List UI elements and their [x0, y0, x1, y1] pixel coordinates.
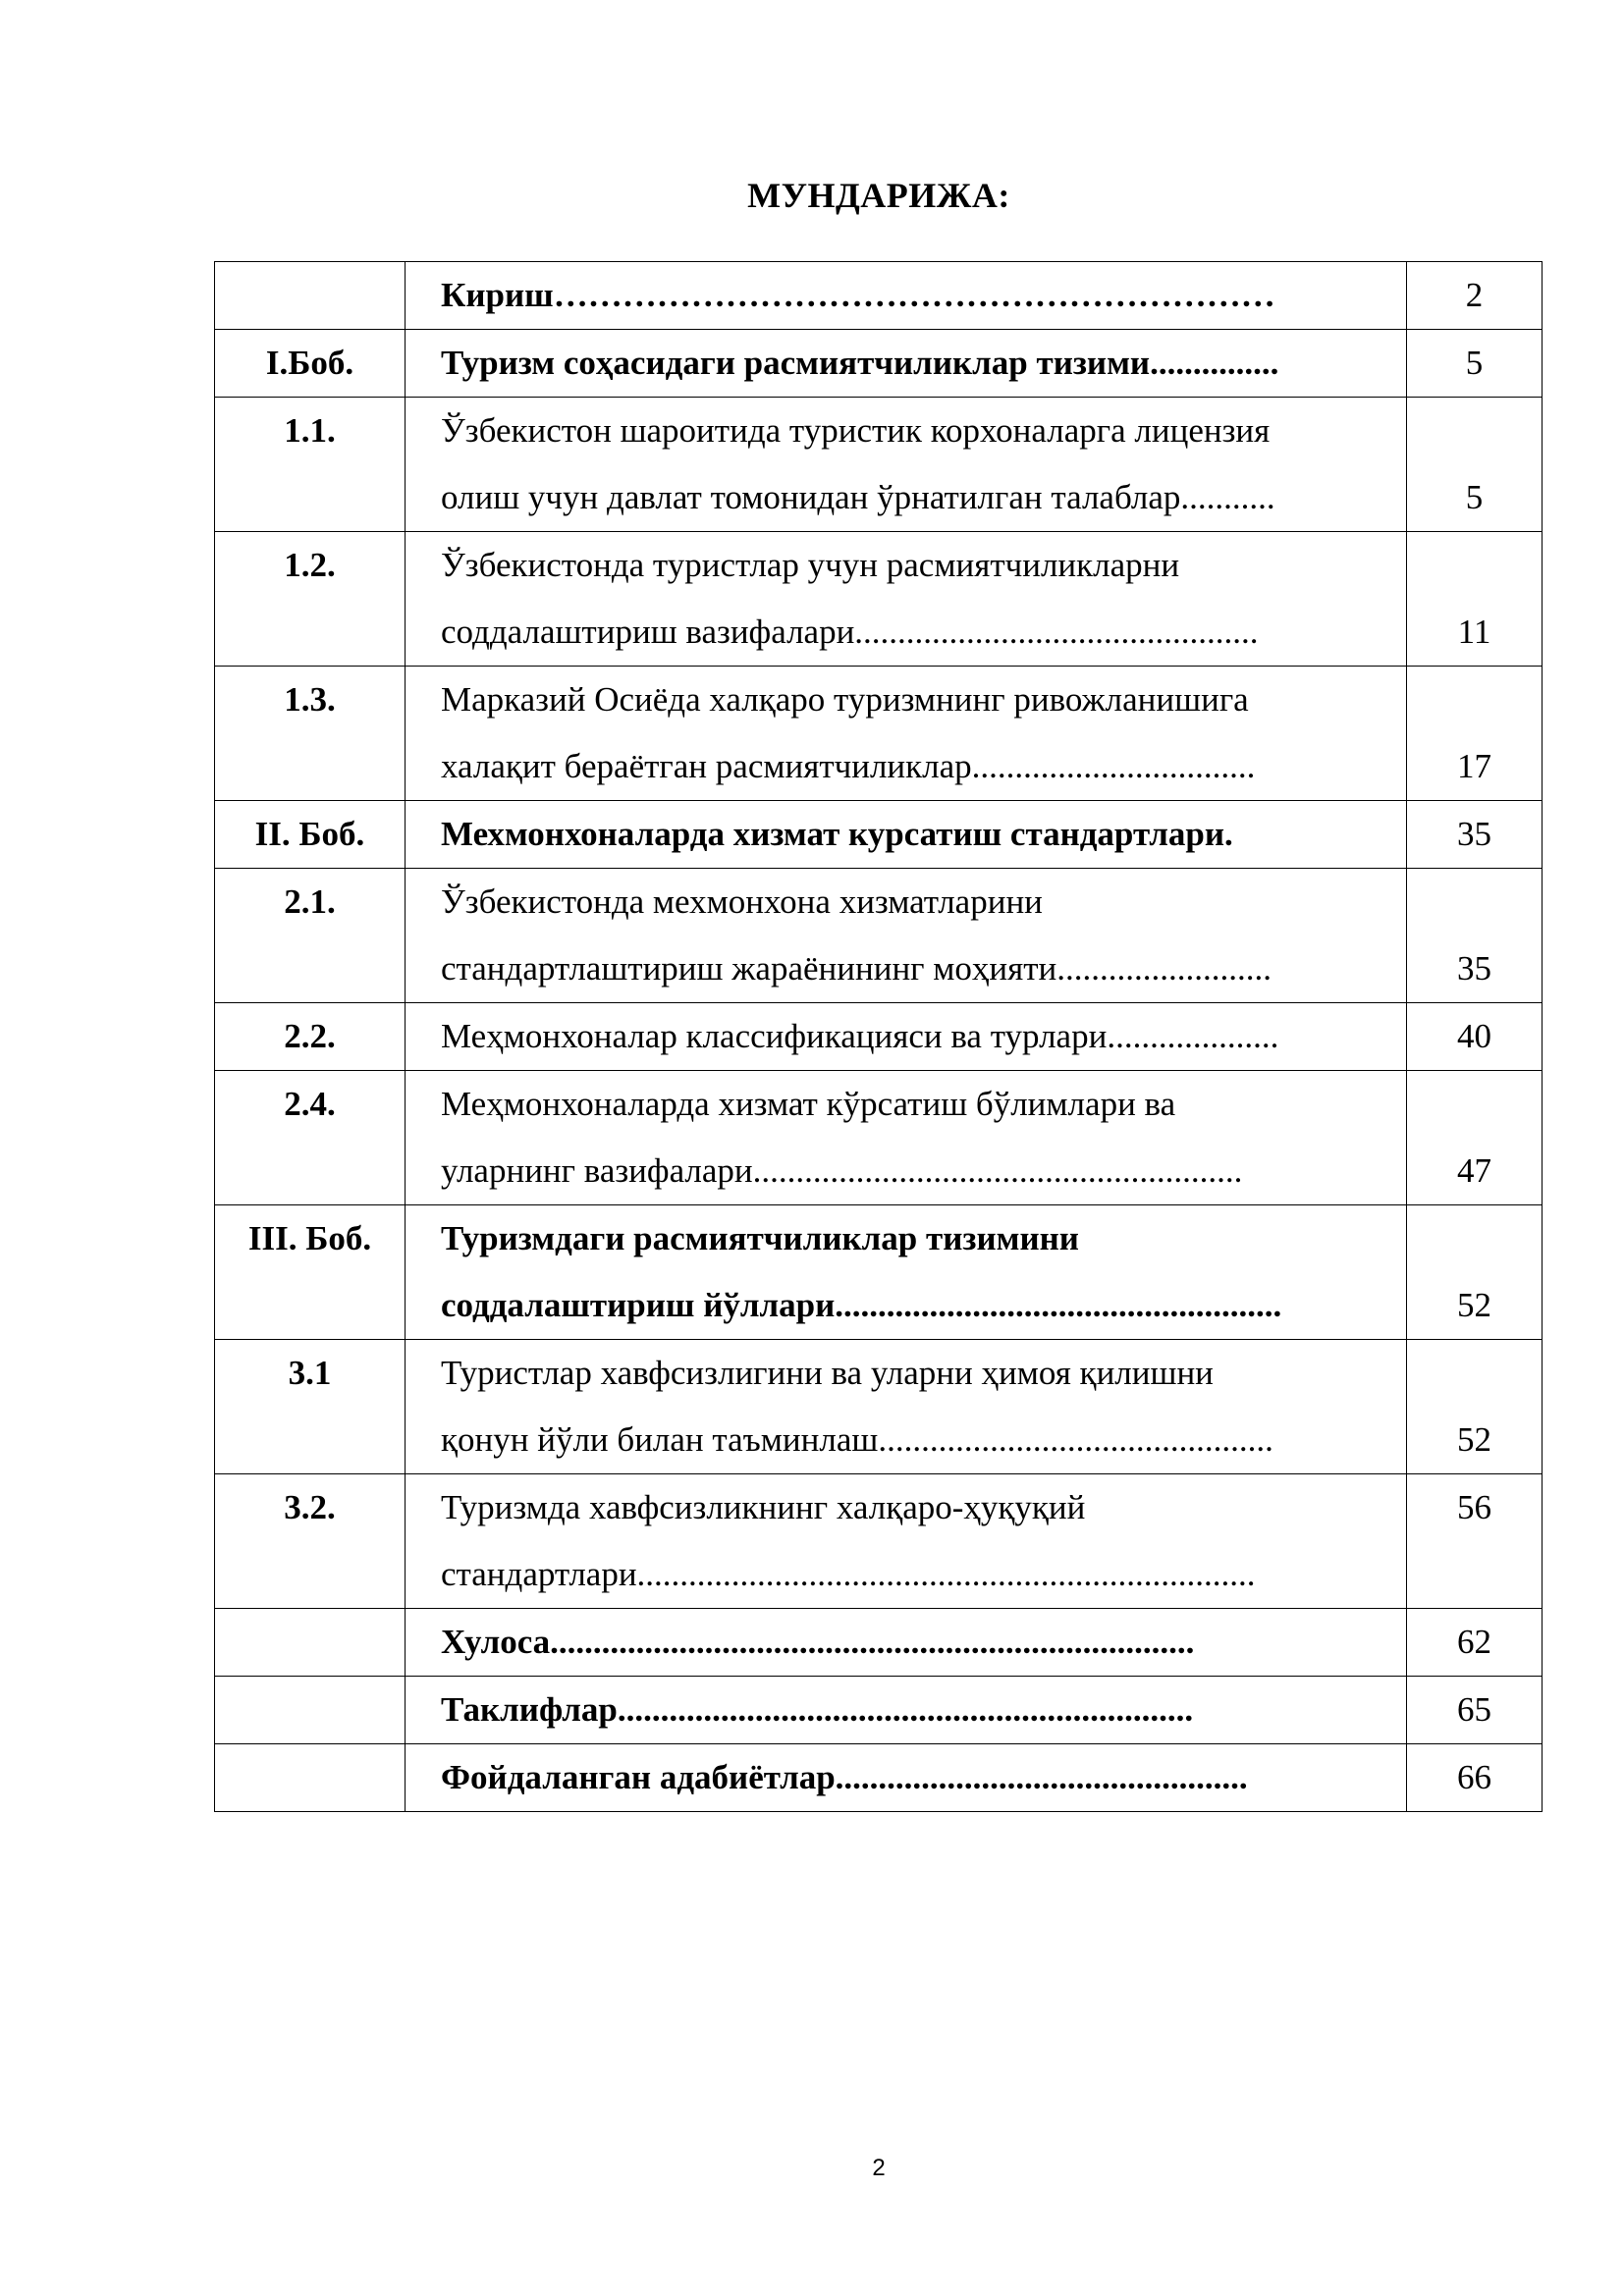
toc-section-number: 2.4. — [215, 1071, 406, 1205]
toc-title-line: соддалаштириш вазифалари............................................... — [441, 613, 1259, 651]
toc-title-line: стандартлаштириш жараёнининг моҳияти......................... — [441, 949, 1272, 988]
toc-section-title — [406, 1205, 1407, 1340]
toc-row — [215, 667, 1543, 801]
toc-section-number: 3.2. — [215, 1474, 406, 1609]
toc-section-number: I.Боб. — [215, 330, 406, 398]
toc-title-line: уларнинг вазифалари......................................................... — [441, 1151, 1243, 1190]
table-of-contents — [214, 261, 1543, 1812]
toc-row — [215, 1003, 1543, 1071]
toc-title-line: Фойдаланган адабиётлар................................................ — [441, 1758, 1248, 1796]
toc-title-line: Ўзбекистонда туристлар учун расмиятчиликларни — [441, 546, 1180, 584]
toc-page-number: 52 — [1407, 1205, 1543, 1340]
toc-page-number: 65 — [1407, 1677, 1543, 1744]
toc-row — [215, 869, 1543, 1003]
toc-page-number: 11 — [1407, 532, 1543, 667]
toc-section-title — [406, 1744, 1407, 1812]
toc-section-title — [406, 801, 1407, 869]
toc-section-title — [406, 330, 1407, 398]
toc-row — [215, 398, 1543, 532]
toc-section-title — [406, 667, 1407, 801]
toc-section-number: 3.1 — [215, 1340, 406, 1474]
toc-page-number: 62 — [1407, 1609, 1543, 1677]
toc-section-title — [406, 1071, 1407, 1205]
toc-section-title — [406, 398, 1407, 532]
toc-row — [215, 801, 1543, 869]
toc-page-number: 17 — [1407, 667, 1543, 801]
toc-row — [215, 1744, 1543, 1812]
footer-page-number: 2 — [872, 2155, 886, 2181]
toc-title-line: Ўзбекистон шароитида туристик корхоналарга лицензия — [441, 411, 1271, 450]
toc-section-number: 2.2. — [215, 1003, 406, 1071]
toc-section-title — [406, 1340, 1407, 1474]
toc-page-number: 40 — [1407, 1003, 1543, 1071]
toc-row — [215, 262, 1543, 330]
toc-section-number: 1.2. — [215, 532, 406, 667]
toc-title-line: Меҳмонхоналар классификацияси ва турлари.................... — [441, 1017, 1279, 1055]
toc-page-number: 35 — [1407, 869, 1543, 1003]
toc-row — [215, 1205, 1543, 1340]
toc-section-number — [215, 262, 406, 330]
toc-section-number: 1.3. — [215, 667, 406, 801]
toc-section-number: II. Боб. — [215, 801, 406, 869]
toc-row — [215, 532, 1543, 667]
toc-section-title — [406, 1474, 1407, 1609]
toc-row — [215, 1677, 1543, 1744]
toc-section-title — [406, 532, 1407, 667]
toc-title-line: Меҳмонхоналарда хизмат кўрсатиш бўлимлари ва — [441, 1085, 1176, 1123]
toc-row — [215, 330, 1543, 398]
toc-title-line: Мехмонхоналарда хизмат курсатиш стандартлари. — [441, 815, 1233, 853]
toc-page-number: 56 — [1407, 1474, 1543, 1609]
toc-page-number: 66 — [1407, 1744, 1543, 1812]
toc-row — [215, 1609, 1543, 1677]
toc-body — [215, 262, 1543, 1812]
toc-title-line: Кириш……………………………………………………… — [441, 276, 1275, 314]
toc-page-number: 47 — [1407, 1071, 1543, 1205]
toc-title-line: Туризмдаги расмиятчиликлар тизимини — [441, 1219, 1079, 1257]
toc-section-title — [406, 1609, 1407, 1677]
page-title: МУНДАРИЖА: — [747, 176, 1010, 215]
toc-section-title — [406, 869, 1407, 1003]
toc-page-number: 35 — [1407, 801, 1543, 869]
toc-title-line: халақит бераётган расмиятчиликлар................................. — [441, 747, 1256, 785]
toc-row — [215, 1071, 1543, 1205]
toc-section-number: 1.1. — [215, 398, 406, 532]
toc-row — [215, 1340, 1543, 1474]
toc-title-line: олиш учун давлат томонидан ўрнатилган талаблар........... — [441, 478, 1275, 516]
toc-page-number: 52 — [1407, 1340, 1543, 1474]
toc-section-number: III. Боб. — [215, 1205, 406, 1340]
toc-title-line: қонун йўли билан таъминлаш.............................................. — [441, 1420, 1273, 1459]
toc-row — [215, 1474, 1543, 1609]
toc-title-line: соддалаштириш йўллари.................................................... — [441, 1286, 1282, 1324]
toc-title-line: Туризм соҳасидаги расмиятчиликлар тизими............... — [441, 344, 1279, 382]
toc-section-number — [215, 1744, 406, 1812]
toc-title-line: Марказий Осиёда халқаро туризмнинг ривожланишига — [441, 680, 1249, 719]
toc-title-line: Туризмда хавфсизликнинг халқаро-ҳуқуқий — [441, 1488, 1086, 1526]
toc-page-number: 5 — [1407, 330, 1543, 398]
toc-title-line: Таклифлар................................................................... — [441, 1690, 1194, 1729]
toc-section-title — [406, 1003, 1407, 1071]
toc-section-number: 2.1. — [215, 869, 406, 1003]
toc-section-number — [215, 1609, 406, 1677]
toc-section-title — [406, 1677, 1407, 1744]
toc-section-number — [215, 1677, 406, 1744]
toc-title-line: стандартлари........................................................................ — [441, 1555, 1256, 1593]
toc-title-line: Туристлар хавфсизлигини ва уларни ҳимоя қилишни — [441, 1354, 1214, 1392]
toc-title-line: Ўзбекистонда мехмонхона хизматларини — [441, 882, 1043, 921]
toc-section-title — [406, 262, 1407, 330]
toc-page-number: 2 — [1407, 262, 1543, 330]
toc-page-number: 5 — [1407, 398, 1543, 532]
toc-title-line: Хулоса........................................................................... — [441, 1623, 1195, 1661]
